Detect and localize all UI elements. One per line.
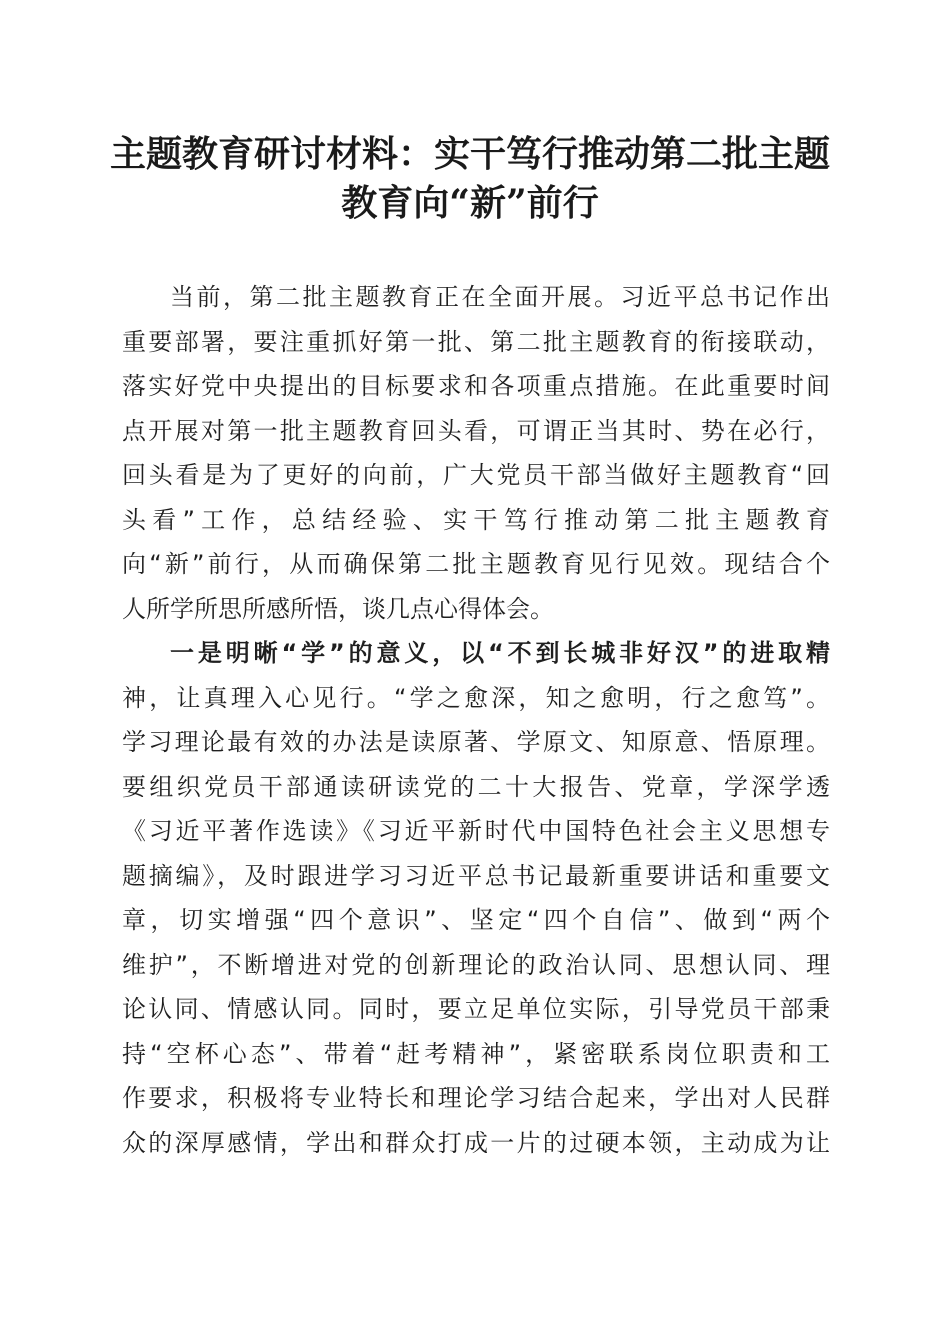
paragraph-line: 题摘编》，及时跟进学习习近平总书记最新重要讲话和重要文 xyxy=(122,861,830,890)
paragraph-line: 当前，第二批主题教育正在全面开展。习近平总书记作出 xyxy=(170,283,830,311)
paragraph-line: 向“新”前行，从而确保第二批主题教育见行见效。现结合个 xyxy=(122,550,830,578)
paragraph-line: 神，让真理入心见行。“学之愈深，知之愈明，行之愈笃”。 xyxy=(122,683,830,712)
paragraph-intro xyxy=(122,275,830,631)
paragraph-line: 论认同、情感认同。同时，要立足单位实际，引导党员干部秉 xyxy=(122,995,830,1023)
paragraph-line: 作要求，积极将专业特长和理论学习结合起来，学出对人民群 xyxy=(122,1084,830,1112)
title-line: 教育向“新”前行 xyxy=(341,182,599,224)
title-line: 主题教育研讨材料：实干笃行推动第二批主题 xyxy=(109,133,830,175)
paragraph-line: 重要部署，要注重抓好第一批、第二批主题教育的衔接联动， xyxy=(122,327,830,356)
document-title xyxy=(100,130,840,228)
paragraph-line: 章，切实增强“四个意识”、坚定“四个自信”、做到“两个 xyxy=(122,906,830,934)
paragraph-point-one xyxy=(122,631,830,1165)
paragraph-line: 众的深厚感情，学出和群众打成一片的过硬本领，主动成为让 xyxy=(122,1128,830,1157)
paragraph-lead-line: 一是明晰“学”的意义，以“不到长城非好汉”的进取精 xyxy=(170,639,830,667)
paragraph-line: 《习近平著作选读》《习近平新时代中国特色社会主义思想专 xyxy=(122,817,830,845)
paragraph-line: 学习理论最有效的办法是读原著、学原文、知原意、悟原理。 xyxy=(122,728,830,756)
paragraph-line: 落实好党中央提出的目标要求和各项重点措施。在此重要时间 xyxy=(122,372,830,400)
paragraph-line: 持“空杯心态”、带着“赶考精神”，紧密联系岗位职责和工 xyxy=(122,1039,830,1068)
paragraph-line: 要组织党员干部通读研读党的二十大报告、党章，学深学透 xyxy=(122,772,830,801)
document-body xyxy=(122,275,830,1165)
paragraph-line: 头看”工作，总结经验、实干笃行推动第二批主题教育 xyxy=(122,505,830,534)
paragraph-line: 回头看是为了更好的向前，广大党员干部当做好主题教育“回 xyxy=(122,461,830,489)
paragraph-line: 人所学所思所感所悟，谈几点心得体会。 xyxy=(122,594,554,623)
paragraph-line: 维护”，不断增进对党的创新理论的政治认同、思想认同、理 xyxy=(122,950,830,979)
paragraph-line: 点开展对第一批主题教育回头看，可谓正当其时、势在必行， xyxy=(122,416,830,445)
